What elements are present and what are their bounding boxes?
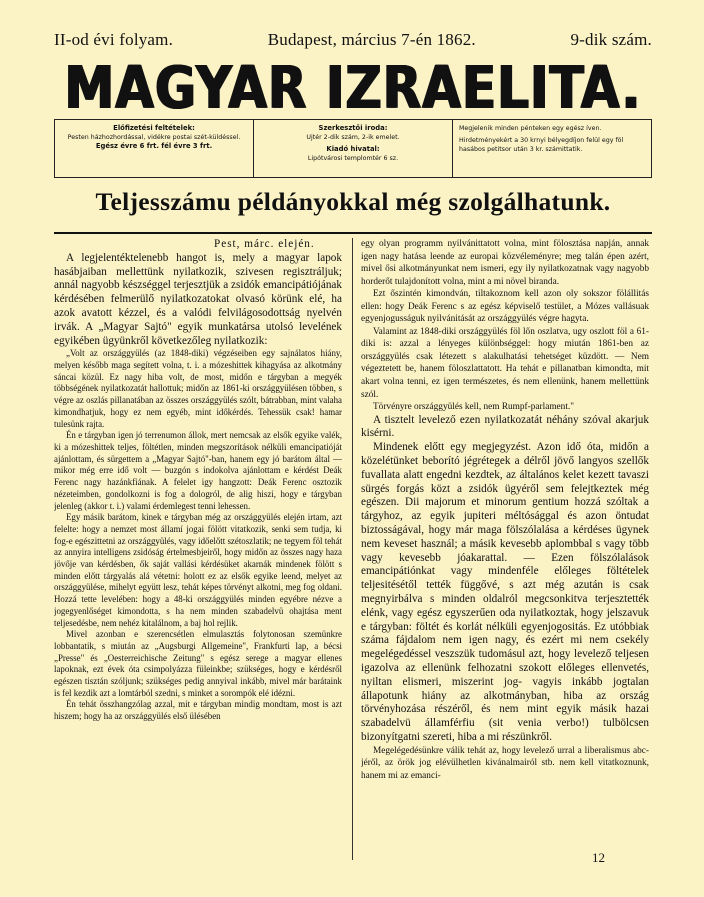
publication-info <box>453 120 651 177</box>
masthead-title: MAGYAR IZRAELITA. <box>64 53 642 123</box>
paragraph: Ezt őszintén kimondván, tiltakoznom kell azon oly sokszor fölállitás ellen: hogy Deák Ferenc s az egész képviselő testület, a Mózes vallásuak egyenjogusságuk nyilvánitását az országgyülés végre hagyta. <box>361 289 649 325</box>
paragraph: Mindenek előtt egy megjegyzést. Azon idő óta, midőn a közelétünket beborító jégrétegek a délről jövő langyos szellők fuvallata alatt engedni kezdtek, az általános kelet kezett tavaszi sürgés forgás közt a zsidók ügyéről sem felejtkeztek még egészen. Dii majorum et minorum gentium hozzá szóltak a tárgyhoz, az egyik jupiteri méltósággal és azon öntudat biztosságával, hogy már maga fölszólalása a kérdéses ügynek nem keveset használ; a másik kevesebb aplombbal s vagy több vagy kevesebb jóakarattal. — Ezen fölszólalások emancipátiónkat vagy mindenféle előleges föltételek teljesitésétől tették függővé, s azt még azután is csak megnyirbálva s minden oldalról megcsonkitva terjesztették elénk, vagy egész egyszerűen oda nyilatkoztak, hogy jelszavuk e tárgyban: föltét és korlát nélküli egyenjogositás. Ez utóbbiak száma fájdalom nem igen nagy, és ezért mi nem csekély megelégedéssel veszszük tudomásul azt, hogy levelező teljesen igazolva az ellenünk felhozatni szokott előleges ellenvetés, nyiltan elismeri, miszerint jog- vagyis inkább jogtalan állapotunk hiány az alkotmányban, hiba az ország törvényhozása részéről, és nem mint egyik másik hazai szabadelvü államférfiu (sit venia verbo!) tulbölcsen bizonyítgatni szereti, hiba a mi részünkről. <box>361 441 649 743</box>
headline: Teljesszámu példányokkal még szolgálhatunk. <box>95 187 611 216</box>
publisher-address: Lipótvárosi templomtér 6 sz. <box>307 155 399 162</box>
paragraph: Valamint az 1848-diki országgyülés föl lőn oszlatva, ugy oszlott föl a 61-diki is: azzal a lényeges különbséggel: hogy miután 1861-ben az országgyülés csak létezett s alakulhatási tehetséget küzdött. — Nem végeztetett be, hanem föloszlattatott. Ha tehát e pillanatban kimondta, mit akart volna tenni, ez igen természetes, és nem ellenünk, hanem mellettünk szól. <box>361 326 649 400</box>
volume-label: II-od évi folyam. <box>54 30 174 49</box>
subscription-infobox <box>54 119 652 178</box>
column-separator <box>352 238 353 860</box>
paragraph: „Volt az országgyülés (az 1848-diki) végzéseiben egy sajnálatos hiány, melyen később maga segített volna, t. i. a mózeshittek kihagyása az alkotmány sáncai közül. Ez nagy hiba volt, de most, midőn e tárgyban a megyék többségének nyilatkozatát hallottuk; midőn az 1861-ki országgyülésen többen, s végre az oszlás pillanatában az összes országgyülés szólt, bátrabban, mint valaha kimondhatjuk, hogy ez nem egyéb, mint időkérdés. Tehessük csak! hamar tulesünk rajta. <box>54 348 342 429</box>
paragraph: Törvényre országgyülés kell, nem Rumpf-parlament." <box>373 402 575 413</box>
dateline: Pest, márc. elején. <box>214 238 315 250</box>
paragraph: Mivel azonban e szerencsétlen elmulasztás folytonosan szemünkre lobbantatik, s miután az „Augsburgi Allgemeine", Frankfurti lap, a bécsi „Presse" és „Oesterreichische Zeitung" s egész serege a magyar ellenes lapoknak, ezt évek óta csimpolyázza füleinkbe; szükséges, hogy e kérdésről egészen tisztán szóljunk; szükséges pedig annyival inkább, mivel már barátaink is fel kezdik azt a lomtárból szedni, s minket a sorompók elé idézni. <box>54 629 342 698</box>
column-divider-top <box>54 232 652 234</box>
paragraph: A legjelentéktelenebb hangot is, mely a magyar lapok hasábjaiban mellettünk nyilatkozik, szivesen regisztráljuk; annál nagyobb készséggel terjesztjük a zsidók emancipátiójának kérdésében felmerülő nyilatkozatokat olvasó körünk elé, ha azok avatott kézzel, és a valódi felvilágosodottság nyelvén irvák. A „Magyar Sajtó" egyik munkatársa utolsó levelének egyikében ügyünkről következőleg nyilatkozik: <box>54 251 342 347</box>
paragraph: Megelégedésünkre válik tehát az, hogy levelező urral a liberalismus abc-jéről, az örök jog elévülhetlen kivánalmairól stb. nem kell vitatkoznunk, hanem mi az emanci- <box>361 745 649 781</box>
paragraph: Egy másik barátom, kinek e tárgyban még az országgyülés elején irtam, azt felelte: hogy a nemzet most államí jogai fölött vitatkozik, senki sem tudja, ki fog-e egészittetni az országgyülés, vagy időelőtt szétoszlatik; ne tegyem föl tehát az annyira intelligens zsidóság értelmesbjeiről, hogy midőn az összes nagy haza jövője van kérdésben, ők saját vallási kérdésüket akarnák mindenek fölött s minden előtt tárgyalás alá vétetni: holott ez az elsők egyike leend, melyet az országgyülése, mihelyt együtt lesz, tehát képes törvényt alkotni, meg fog oldani. Hozzá tette levelében: hogy a 48-ki országgyülés minden egyébre nézve a jogegyenlőséget kimondotta, s ha nem minden szabadelvü ohajtása ment teljesedésbe, nem nehéz kitalálnom, a baj hol rejlik. <box>54 512 342 628</box>
subscription-heading: Előfizetési feltételek: <box>113 124 195 132</box>
page-number: 12 <box>592 850 605 865</box>
editorial-heading: Szerkesztői iroda: <box>318 124 388 132</box>
issue-header <box>54 30 652 50</box>
article-left-column <box>54 238 342 863</box>
paragraph: Én e tárgyban igen jó terrenumon állok, mert nemcsak az elsők egyike valék, ki a mózeshittek teljes, föltétlen, minden megszorítások nélküli emancipatióját ajánlottam, és sürgettem a „Magyar Sajtó"-ban, hanem egy jó barátom által — mikor még erre idő volt — buzgón s indokolva ajánlottam e kérdést Deák Ferenc nagy hazánkfiának. A felelet igy hangzott: Deák Ferenc osztozik nézeteimben, gondolkozni is fog a dologról, de alig hiszi, hogy e tárgyban jelenleg (akkor t. i.) valami érdemlegest tenni lehessen. <box>54 430 342 511</box>
issue-number: 9-dik szám. <box>570 30 652 49</box>
subscription-terms <box>55 120 254 177</box>
subscription-text: Pesten házhozhordással, vidékre postai szét-küldéssel. <box>67 134 241 141</box>
article-right-column <box>361 238 649 856</box>
subscription-price: Egész évre 6 frt. fél évre 3 frt. <box>95 142 213 150</box>
date-label: Budapest, március 7-én 1862. <box>267 30 476 49</box>
paragraph: A tisztelt levelező ezen nyilatkozatát néhány szóval akarjuk kisérni. <box>361 413 649 440</box>
publisher-heading: Kiadó hivatal: <box>326 145 380 153</box>
paragraph: Én tehát összhangzólag azzal, mit e tárgyban mindig mondtam, most is azt hiszem; hogy ha az országgyülés első ülésében <box>54 699 342 722</box>
editorial-office <box>254 120 453 177</box>
advertising-rates: Hirdetményekért a 30 krnyi bélyegdíjon felül egy föl hasábos petitsor után 3 kr. számittatik. <box>459 137 624 153</box>
publication-schedule: Megjelenik minden pénteken egy egész íven. <box>459 125 602 132</box>
paragraph: egy olyan programm nyilvánittatott volna, mint fölosztása napján, annak igen nagy hatása leende az europai közvéleményre; meg talán épen azért, mivel ősi alkotmányunkat nem ismeri, egy ily nyilatkozatnak vagy nagyobb horderőt tulajdonított volna, mint a mi növel biranda. <box>361 239 649 287</box>
editorial-address: Ujtér 2-dik szám, 2-ik emelet. <box>306 134 400 141</box>
